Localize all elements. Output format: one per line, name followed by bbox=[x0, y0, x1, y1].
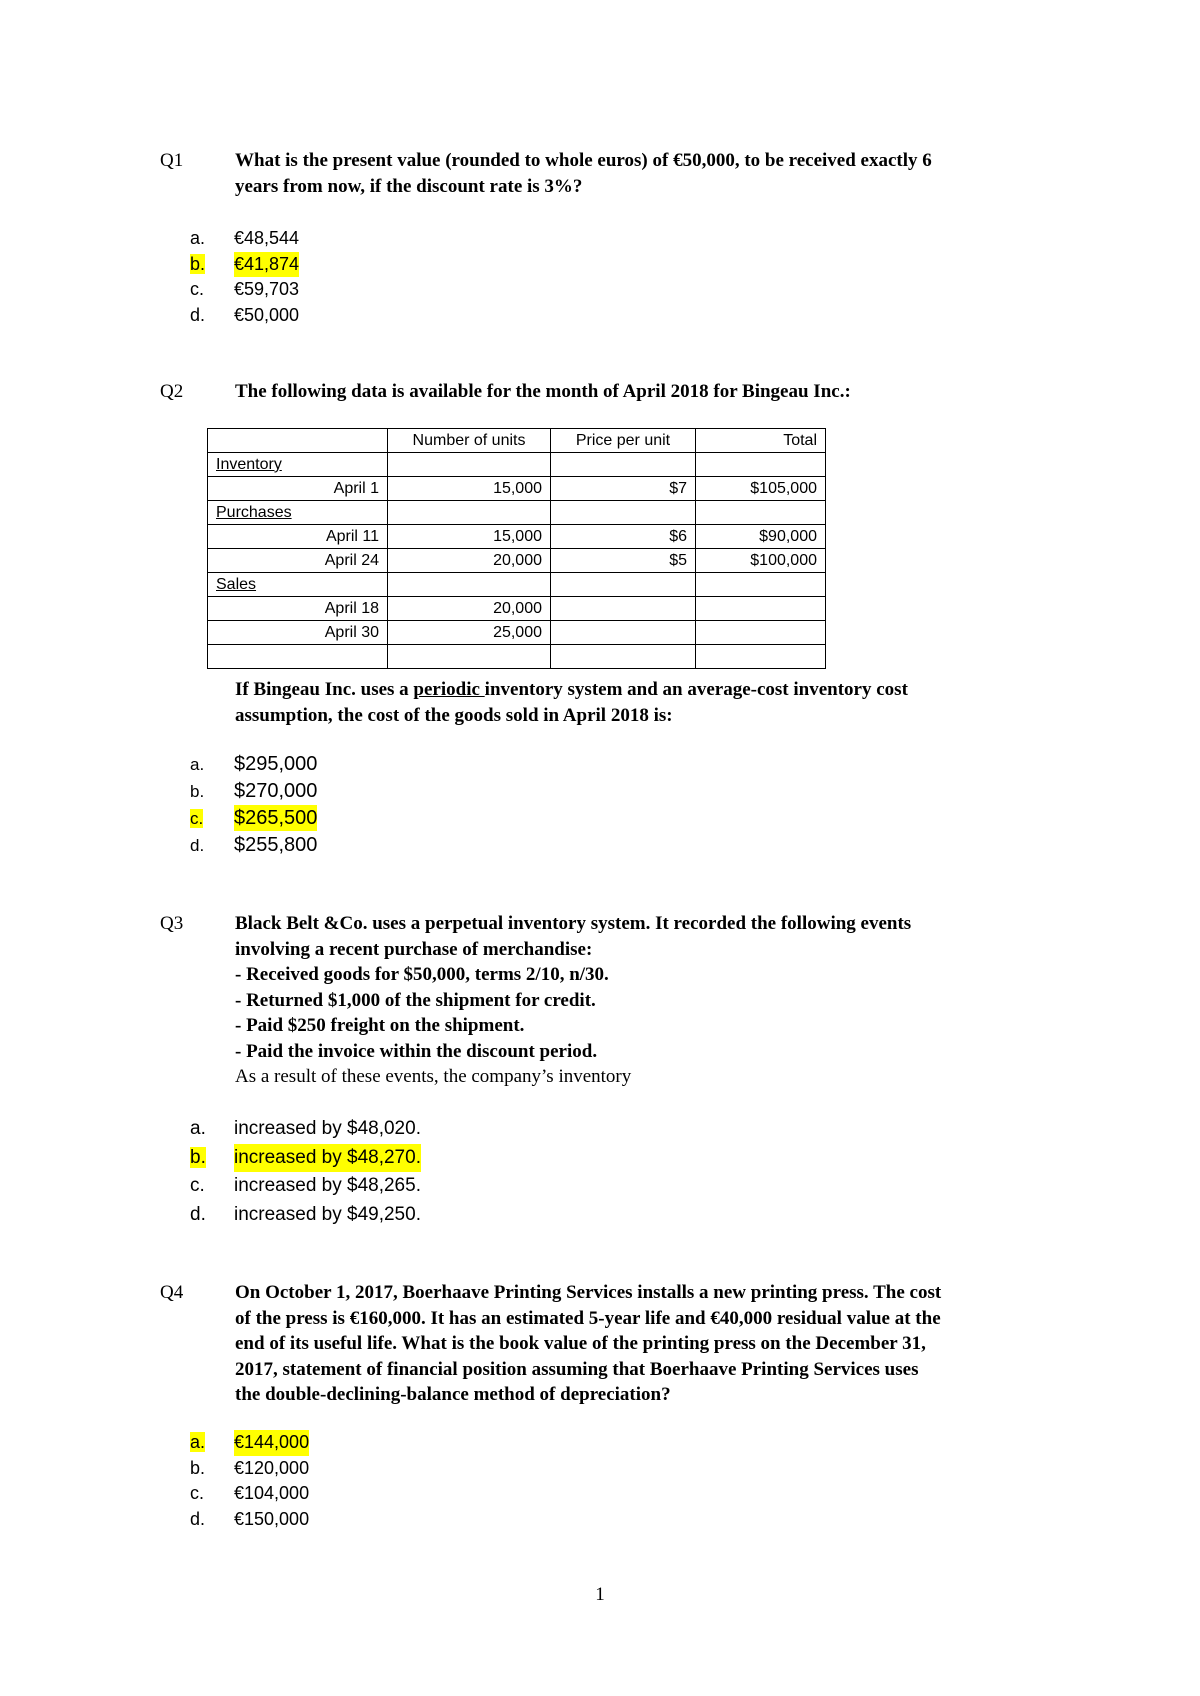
table-header-row: Number of units Price per unit Total bbox=[208, 429, 826, 453]
option-c[interactable]: c. €59,703 bbox=[190, 279, 300, 299]
page-number: 1 bbox=[595, 1584, 605, 1605]
option-a[interactable]: a. $295,000 bbox=[190, 753, 318, 775]
table-row: April 18 20,000 bbox=[208, 597, 826, 621]
table-row: April 1 15,000 $7 $105,000 bbox=[208, 477, 826, 501]
option-b-highlighted[interactable]: b. increased by $48,270. bbox=[190, 1144, 590, 1173]
question-text: If Bingeau Inc. uses a periodic inventory system and an average-cost inventory cost assumption, the cost of the goods sold in April 2018 is: bbox=[235, 679, 908, 726]
option-d[interactable]: d. $255,800 bbox=[190, 834, 318, 856]
option-b-highlighted[interactable]: b. €41,874 bbox=[190, 252, 590, 278]
option-a[interactable]: a. €48,544 bbox=[190, 228, 300, 248]
question-intro: The following data is available for the month of April 2018 for Bingeau Inc.: bbox=[235, 381, 851, 402]
table-row: April 11 15,000 $6 $90,000 bbox=[208, 525, 826, 549]
inventory-label: Inventory bbox=[216, 455, 282, 473]
table-row bbox=[208, 573, 826, 597]
table-row: April 30 25,000 bbox=[208, 621, 826, 645]
option-d[interactable]: d. €150,000 bbox=[190, 1508, 310, 1529]
table-row bbox=[208, 453, 826, 477]
question-number: Q1 bbox=[160, 150, 184, 171]
table-row: April 24 20,000 $5 $100,000 bbox=[208, 549, 826, 573]
option-c[interactable]: c. increased by $48,265. bbox=[190, 1175, 421, 1196]
table-row bbox=[208, 645, 826, 669]
q4-options bbox=[190, 1430, 590, 1532]
q1-options bbox=[190, 226, 590, 328]
periodic-underlined: periodic bbox=[413, 679, 485, 700]
purchases-label: Purchases bbox=[216, 503, 292, 521]
option-c[interactable]: c. €104,000 bbox=[190, 1483, 310, 1503]
option-d[interactable]: d. increased by $49,250. bbox=[190, 1203, 421, 1225]
question-number: Q3 bbox=[160, 913, 184, 934]
option-b[interactable]: b. €120,000 bbox=[190, 1457, 310, 1478]
question-text: Black Belt &Co. uses a perpetual inventory system. It recorded the following events involving a recent purchase of merchandise: - Received goods for $50,000, terms 2/10, n/30. - Returned $1,000 of the shipment for credit. - Paid $250 freight on the shipment. - Paid the invoice within the discount period. As a result of these events, the company’s inventory bbox=[235, 913, 912, 1087]
option-a-highlighted[interactable]: a. €144,000 bbox=[190, 1430, 590, 1456]
option-d[interactable]: d. €50,000 bbox=[190, 304, 300, 325]
table-row bbox=[208, 501, 826, 525]
option-c-highlighted[interactable]: c. $265,500 bbox=[190, 807, 318, 829]
option-a[interactable]: a. increased by $48,020. bbox=[190, 1118, 421, 1139]
q2-options bbox=[190, 751, 590, 859]
question-number: Q4 bbox=[160, 1282, 184, 1303]
question-text: What is the present value (rounded to whole euros) of €50,000, to be received exactly 6 years from now, if the discount rate is 3%? bbox=[235, 150, 932, 197]
q3-options bbox=[190, 1115, 590, 1229]
question-number: Q2 bbox=[160, 381, 184, 402]
sales-label: Sales bbox=[216, 575, 257, 593]
inventory-table bbox=[207, 428, 826, 669]
question-text: On October 1, 2017, Boerhaave Printing Services installs a new printing press. The cost of the press is €160,000. It has an estimated 5-year life and €40,000 residual value at the end of its useful life. What is the book value of the printing press on the December 31, 2017, statement of financial position assuming that Boerhaave Printing Services uses the double-declining-balance method of depreciation? bbox=[235, 1282, 942, 1405]
option-b[interactable]: b. $270,000 bbox=[190, 780, 318, 802]
